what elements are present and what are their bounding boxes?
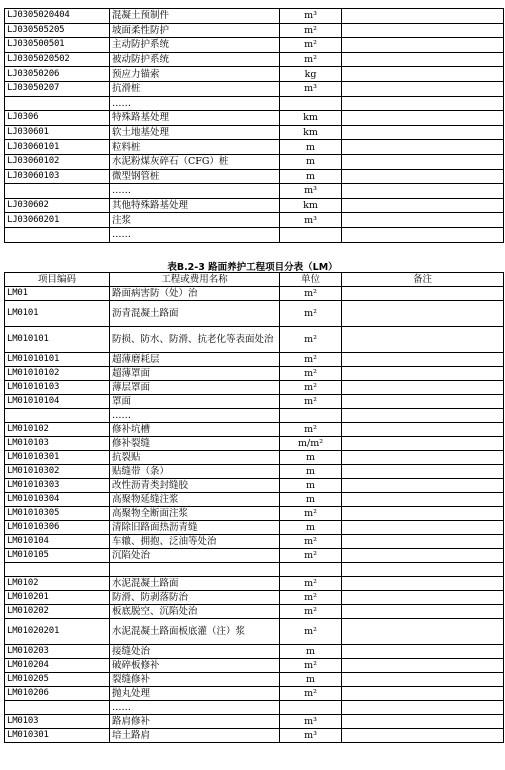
item-name-cell: 防滑、防剥落防治 [110, 591, 280, 605]
table-row [5, 507, 504, 521]
item-code-cell: LM010103 [5, 437, 110, 451]
item-code-cell: LM010206 [5, 687, 110, 701]
note-cell [342, 535, 504, 549]
table-row [5, 701, 504, 715]
unit-cell: km [280, 198, 342, 213]
note-cell [342, 184, 504, 199]
unit-cell: m² [280, 507, 342, 521]
note-cell [342, 140, 504, 155]
note-cell [342, 38, 504, 53]
item-name-cell: 预应力锚索 [110, 67, 280, 82]
unit-cell: m² [280, 619, 342, 645]
item-name-cell: 裂缝修补 [110, 673, 280, 687]
unit-cell: m [280, 169, 342, 184]
item-name-cell: 破碎板修补 [110, 659, 280, 673]
note-cell [342, 301, 504, 327]
item-name-cell: 坡面柔性防护 [110, 23, 280, 38]
note-cell [342, 715, 504, 729]
header-row [5, 273, 504, 287]
table-row [5, 227, 504, 242]
table-row [5, 96, 504, 111]
table-row [5, 619, 504, 645]
item-name-cell: 抗滑桩 [110, 81, 280, 96]
item-name-cell: 高聚物延缝注浆 [110, 493, 280, 507]
note-cell [342, 111, 504, 126]
unit-cell: m² [280, 353, 342, 367]
item-code-cell: LJ0305020404 [5, 9, 110, 24]
item-name-cell: 改性沥青类封缝胶 [110, 479, 280, 493]
item-code-cell [5, 409, 110, 423]
item-code-cell: LM010201 [5, 591, 110, 605]
table-row [5, 423, 504, 437]
item-code-cell: LM01010104 [5, 395, 110, 409]
unit-cell: m² [280, 287, 342, 301]
top-table [4, 8, 504, 243]
item-code-cell: LM0101 [5, 301, 110, 327]
item-name-cell: 混凝土预制件 [110, 9, 280, 24]
item-code-cell [5, 96, 110, 111]
table-row [5, 395, 504, 409]
item-name-cell: 微型钢管桩 [110, 169, 280, 184]
note-cell [342, 52, 504, 67]
item-code-cell: LM0103 [5, 715, 110, 729]
item-name-cell [110, 563, 280, 577]
table-row [5, 287, 504, 301]
note-cell [342, 9, 504, 24]
item-code-cell: LM010104 [5, 535, 110, 549]
note-cell [342, 67, 504, 82]
unit-cell [280, 227, 342, 242]
item-code-cell: LJ030500501 [5, 38, 110, 53]
item-name-cell: 其他特殊路基处理 [110, 198, 280, 213]
unit-cell [280, 563, 342, 577]
item-code-cell: LJ030602 [5, 198, 110, 213]
unit-cell: m³ [280, 729, 342, 743]
unit-cell: m² [280, 535, 342, 549]
table-row [5, 493, 504, 507]
table-row [5, 184, 504, 199]
table-row [5, 81, 504, 96]
item-name-cell: 软土地基处理 [110, 125, 280, 140]
item-code-cell: LM01010101 [5, 353, 110, 367]
note-cell [342, 563, 504, 577]
table-row [5, 154, 504, 169]
note-cell [342, 154, 504, 169]
note-cell [342, 125, 504, 140]
table-row [5, 521, 504, 535]
item-name-cell: 抗裂贴 [110, 451, 280, 465]
unit-cell: m² [280, 367, 342, 381]
unit-cell: m² [280, 687, 342, 701]
unit-cell [280, 96, 342, 111]
item-code-cell: LM010205 [5, 673, 110, 687]
item-name-cell: 培土路肩 [110, 729, 280, 743]
unit-cell: m³ [280, 213, 342, 228]
item-name-cell: …… [110, 96, 280, 111]
item-code-cell: LM010203 [5, 645, 110, 659]
item-name-cell: 罩面 [110, 395, 280, 409]
item-code-cell: LM010204 [5, 659, 110, 673]
item-code-cell: LM010301 [5, 729, 110, 743]
table-row [5, 381, 504, 395]
note-cell [342, 673, 504, 687]
unit-cell: m [280, 493, 342, 507]
unit-cell: m² [280, 591, 342, 605]
item-code-cell: LM01010102 [5, 367, 110, 381]
table-row [5, 67, 504, 82]
note-cell [342, 605, 504, 619]
table-row [5, 52, 504, 67]
table-row [5, 577, 504, 591]
item-name-cell: 路肩修补 [110, 715, 280, 729]
note-cell [342, 549, 504, 563]
unit-cell: km [280, 125, 342, 140]
note-cell [342, 423, 504, 437]
item-code-cell: LM01010301 [5, 451, 110, 465]
unit-cell: m² [280, 395, 342, 409]
item-code-cell: LJ030601 [5, 125, 110, 140]
note-cell [342, 23, 504, 38]
item-code-cell: LM01 [5, 287, 110, 301]
table-caption: 表B.2-3 路面养护工程项目分表（LM） [167, 262, 338, 273]
item-code-cell: LM01010305 [5, 507, 110, 521]
unit-cell: m² [280, 549, 342, 563]
note-cell [342, 493, 504, 507]
table-row [5, 549, 504, 563]
table-row [5, 729, 504, 743]
item-code-cell: LM01010302 [5, 465, 110, 479]
note-cell [342, 227, 504, 242]
item-name-cell: 接缝处治 [110, 645, 280, 659]
item-name-cell: 特殊路基处理 [110, 111, 280, 126]
table-row [5, 409, 504, 423]
table-row [5, 591, 504, 605]
item-code-cell: LM01010303 [5, 479, 110, 493]
item-name-cell: 超薄罩面 [110, 367, 280, 381]
item-code-cell: LM01010304 [5, 493, 110, 507]
note-cell [342, 577, 504, 591]
table-row [5, 451, 504, 465]
header-code: 项目编码 [5, 273, 110, 287]
unit-cell: m² [280, 605, 342, 619]
item-code-cell: LM010202 [5, 605, 110, 619]
note-cell [342, 659, 504, 673]
unit-cell: m [280, 521, 342, 535]
unit-cell: m [280, 479, 342, 493]
table-row [5, 367, 504, 381]
item-name-cell: 抛丸处理 [110, 687, 280, 701]
note-cell [342, 437, 504, 451]
unit-cell: m [280, 451, 342, 465]
table-row [5, 140, 504, 155]
note-cell [342, 521, 504, 535]
note-cell [342, 96, 504, 111]
table-row [5, 301, 504, 327]
table-row [5, 111, 504, 126]
item-name-cell: 沉陷处治 [110, 549, 280, 563]
unit-cell: m² [280, 38, 342, 53]
unit-cell: m² [280, 381, 342, 395]
unit-cell: m [280, 154, 342, 169]
table-row [5, 38, 504, 53]
table-row [5, 715, 504, 729]
unit-cell: m² [280, 577, 342, 591]
item-code-cell [5, 701, 110, 715]
item-code-cell [5, 227, 110, 242]
unit-cell: m³ [280, 715, 342, 729]
note-cell [342, 213, 504, 228]
unit-cell: m² [280, 23, 342, 38]
unit-cell [280, 701, 342, 715]
item-code-cell: LJ03050206 [5, 67, 110, 82]
table-row [5, 125, 504, 140]
table-row [5, 563, 504, 577]
unit-cell: m [280, 465, 342, 479]
unit-cell: m [280, 140, 342, 155]
item-name-cell: 防损、防水、防滑、抗老化等表面处治 [110, 327, 280, 353]
item-name-cell: …… [110, 227, 280, 242]
unit-cell [280, 409, 342, 423]
item-code-cell: LM01010306 [5, 521, 110, 535]
item-name-cell: 被动防护系统 [110, 52, 280, 67]
item-name-cell: 贴缝带（条） [110, 465, 280, 479]
item-name-cell: 修补裂缝 [110, 437, 280, 451]
unit-cell: m³ [280, 184, 342, 199]
table-row [5, 198, 504, 213]
unit-cell: m³ [280, 81, 342, 96]
item-name-cell: 水泥混凝土路面 [110, 577, 280, 591]
unit-cell: m² [280, 423, 342, 437]
unit-cell: m/m² [280, 437, 342, 451]
unit-cell: m [280, 645, 342, 659]
item-name-cell: 主动防护系统 [110, 38, 280, 53]
item-name-cell: 粒料桩 [110, 140, 280, 155]
header-name: 工程或费用名称 [110, 273, 280, 287]
note-cell [342, 701, 504, 715]
table-row [5, 353, 504, 367]
item-name-cell: 车辙、拥抱、泛油等处治 [110, 535, 280, 549]
table-row [5, 465, 504, 479]
note-cell [342, 81, 504, 96]
item-name-cell: 注浆 [110, 213, 280, 228]
item-code-cell: LM010105 [5, 549, 110, 563]
note-cell [342, 729, 504, 743]
item-code-cell: LJ03050207 [5, 81, 110, 96]
header-unit: 单位 [280, 273, 342, 287]
item-code-cell: LJ03060201 [5, 213, 110, 228]
item-name-cell: 超薄磨耗层 [110, 353, 280, 367]
item-code-cell: LM0102 [5, 577, 110, 591]
item-code-cell: LJ03060103 [5, 169, 110, 184]
note-cell [342, 327, 504, 353]
table-row [5, 605, 504, 619]
item-name-cell: 路面病害防（处）治 [110, 287, 280, 301]
item-name-cell: 薄层罩面 [110, 381, 280, 395]
bottom-table [4, 272, 504, 743]
item-name-cell: 高聚物全断面注浆 [110, 507, 280, 521]
note-cell [342, 451, 504, 465]
table-row [5, 645, 504, 659]
table-row [5, 673, 504, 687]
item-name-cell: …… [110, 701, 280, 715]
item-code-cell: LJ03060102 [5, 154, 110, 169]
note-cell [342, 169, 504, 184]
unit-cell: m² [280, 659, 342, 673]
unit-cell: km [280, 111, 342, 126]
table-row [5, 9, 504, 24]
item-code-cell: LM010101 [5, 327, 110, 353]
item-code-cell: LM01020201 [5, 619, 110, 645]
item-code-cell: LJ0305020502 [5, 52, 110, 67]
unit-cell: m² [280, 327, 342, 353]
item-code-cell: LJ03060101 [5, 140, 110, 155]
note-cell [342, 353, 504, 367]
item-name-cell: 修补坑槽 [110, 423, 280, 437]
note-cell [342, 465, 504, 479]
note-cell [342, 367, 504, 381]
table-row [5, 437, 504, 451]
table-row [5, 213, 504, 228]
note-cell [342, 395, 504, 409]
item-code-cell [5, 563, 110, 577]
note-cell [342, 409, 504, 423]
item-name-cell: 沥青混凝土路面 [110, 301, 280, 327]
item-code-cell [5, 184, 110, 199]
table-row [5, 23, 504, 38]
note-cell [342, 591, 504, 605]
item-name-cell: …… [110, 409, 280, 423]
note-cell [342, 287, 504, 301]
note-cell [342, 687, 504, 701]
note-cell [342, 645, 504, 659]
unit-cell: m³ [280, 9, 342, 24]
item-code-cell: LM010102 [5, 423, 110, 437]
table-row [5, 327, 504, 353]
table-row [5, 535, 504, 549]
item-name-cell: 板底脱空、沉陷处治 [110, 605, 280, 619]
item-name-cell: …… [110, 184, 280, 199]
table-row [5, 687, 504, 701]
note-cell [342, 619, 504, 645]
item-name-cell: 清除旧路面热沥青缝 [110, 521, 280, 535]
unit-cell: m [280, 673, 342, 687]
item-code-cell: LJ030505205 [5, 23, 110, 38]
table-row [5, 479, 504, 493]
table-row [5, 659, 504, 673]
item-name-cell: 水泥粉煤灰碎石（CFG）桩 [110, 154, 280, 169]
item-name-cell: 水泥混凝土路面板底灌（注）浆 [110, 619, 280, 645]
header-note: 备注 [342, 273, 504, 287]
note-cell [342, 198, 504, 213]
note-cell [342, 479, 504, 493]
item-code-cell: LM01010103 [5, 381, 110, 395]
item-code-cell: LJ0306 [5, 111, 110, 126]
unit-cell: kg [280, 67, 342, 82]
table-row [5, 169, 504, 184]
unit-cell: m² [280, 52, 342, 67]
note-cell [342, 381, 504, 395]
unit-cell: m² [280, 301, 342, 327]
note-cell [342, 507, 504, 521]
